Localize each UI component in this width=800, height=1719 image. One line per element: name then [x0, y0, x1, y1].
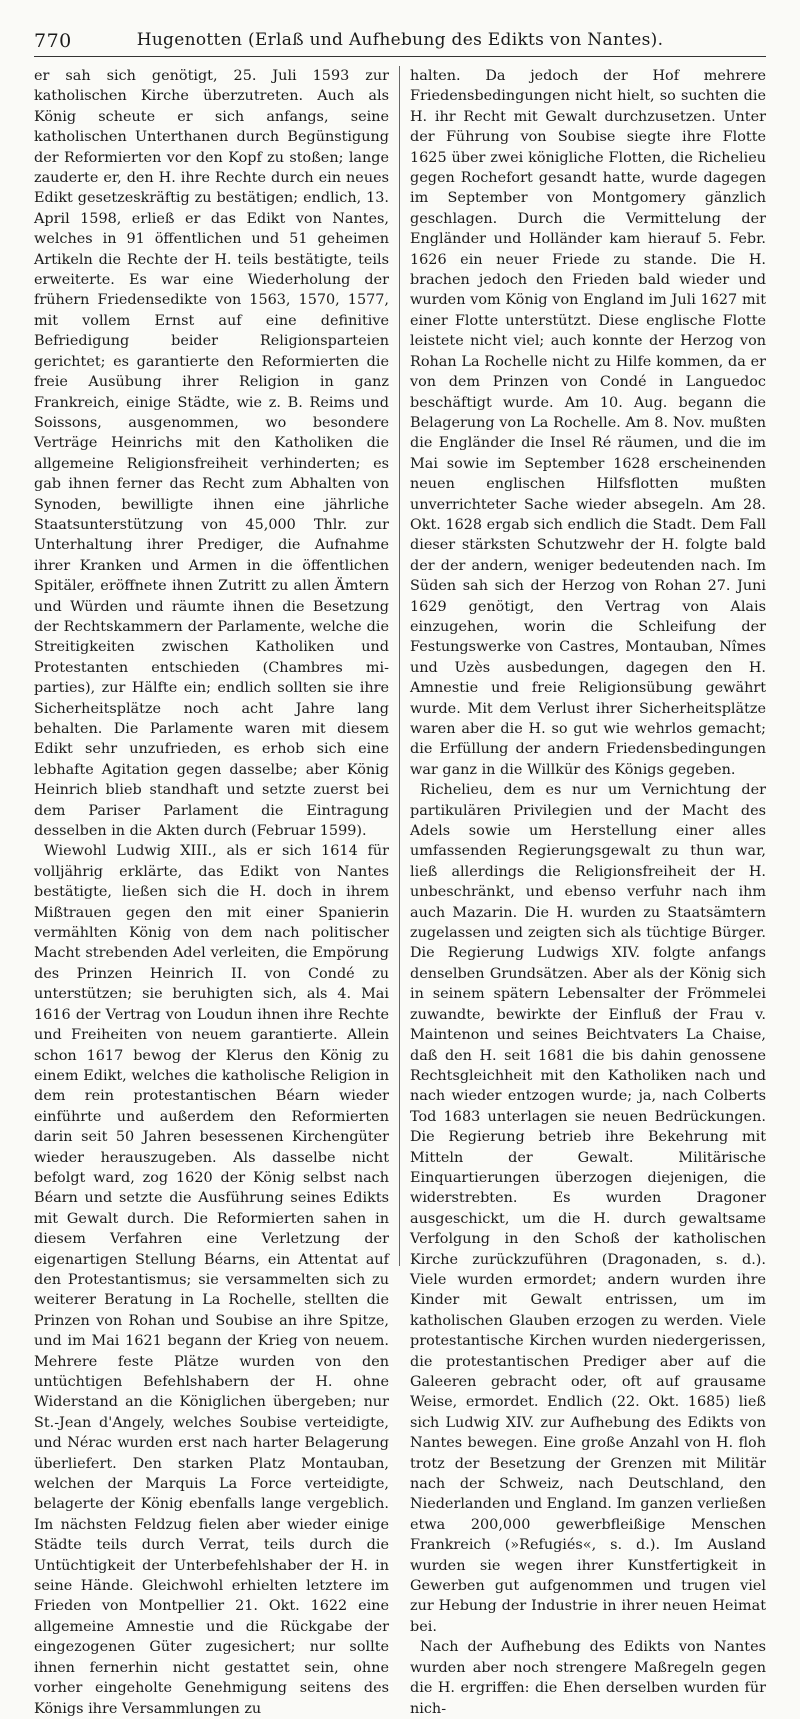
left-column — [34, 66, 400, 1717]
running-head: Hugenotten (Erlaß und Aufhebung des Edikts von Nantes). — [136, 30, 664, 50]
paragraph: Richelieu, dem es nur um Vernichtung der partikulären Privilegien und der Macht des Adels sowie um Herstellung einer alles umfassenden Regierungsgewalt zu thun war, ließ allerdings die Religionsfreiheit der H. unbeschränkt, und ebenso verfuhr nach ihm auch Mazarin. Die H. wurden zu Staatsämtern zugelassen und zeigten sich als tüchtige Bürger. Die Regierung Ludwigs XIV. folgte anfangs denselben Grundsätzen. Aber als der König sich in seinem spätern Lebensalter der Frömmelei zuwandte, bewirkte der Einfluß der Frau v. Maintenon und seines Beichtvaters La Chaise, daß den H. seit 1681 die bis dahin genossene Rechtsgleichheit mit den Katholiken nach und nach wieder entzogen wurde; ja, nach Colberts Tod 1683 unterlagen sie neuen Bedrückungen. Die Regierung betrieb ihre Bekehrung mit Mitteln der Gewalt. Militärische Einquartierungen überzogen diejenigen, die widerstrebten. Es wurden Dragoner ausgeschickt, um die H. durch gewaltsame Verfolgung in den Schoß der katholischen Kirche zurückzuführen (Dragonaden, s. d.). Viele wurden ermordet; andern wurden ihre Kinder mit Gewalt entrissen, um im katholischen Glauben erzogen zu werden. Viele protestantische Kirchen wurden niedergerissen, die protestantischen Prediger aber auf die Galeeren gebracht oder, oft auf grausame Weise, ermordet. Endlich (22. Okt. 1685) ließ sich Ludwig XIV. zur Aufhebung des Edikts von Nantes bewegen. Eine große Anzahl von H. floh trotz der Besetzung der Grenzen mit Militär nach der Schweiz, nach Deutschland, den Niederlanden und England. Im ganzen verließen etwa 200,000 gewerbfleißige Menschen Frankreich (»Refugiés«, s. d.). Im Ausland wurden sie wegen ihrer Kunstfertigkeit in Gewerben gut aufgenommen und trugen viel zur Hebung der Industrie in ihrer neuen Heimat bei. — [410, 782, 767, 1635]
paragraph: er sah sich genötigt, 25. Juli 1593 zur katholischen Kirche überzutreten. Auch als König scheute er sich anfangs, seine katholischen Unterthanen durch Begünstigung der Reformierten vor den Kopf zu stoßen; lange zauderte er, den H. ihre Rechte durch ein neues Edikt gesetzeskräftig zu bestätigen; endlich, 13. April 1598, erließ er das Edikt von Nantes, welches in 91 öffentlichen und 51 geheimen Artikeln die Rechte der H. teils bestätigte, teils erweiterte. Es war eine Wiederholung der frühern Friedensedikte von 1563, 1570, 1577, mit vollem Ernst auf eine definitive Befriedigung beider Religionsparteien gerichtet; es garantierte den Reformierten die freie Ausübung ihrer Religion in ganz Frankreich, einige Städte, wie z. B. Reims und Soissons, ausgenommen, wo besondere Verträge Heinrichs mit den Katholiken die allgemeine Religionsfreiheit verhinderten; es gab ihnen ferner das Recht zum Abhalten von Synoden, bewilligte ihnen eine jährliche Staatsunterstützung von 45,000 Thlr. zur Unterhaltung ihrer Prediger, die Aufnahme ihrer Kranken und Armen in die öffentlichen Spitäler, eröffnete ihnen Zutritt zu allen Ämtern und Würden und räumte ihnen die Besetzung der Rechtskammern der Parlamente, welche die Streitigkeiten zwischen Katholiken und Protestanten entschieden (Chambres mi-parties), zur Hälfte ein; endlich sollten sie ihre Sicherheitsplätze noch acht Jahre lang behalten. Die Parlamente waren mit diesem Edikt sehr unzufrieden, es erhob sich eine lebhafte Agitation gegen dasselbe; aber König Heinrich blieb standhaft und setzte zuerst bei dem Pariser Parlament die Eintragung desselben in die Akten durch (Februar 1599). — [34, 68, 389, 840]
right-column — [400, 66, 767, 1717]
paragraph: halten. Da jedoch der Hof mehrere Friedensbedingungen nicht hielt, so suchten die H. ihr Recht mit Gewalt durchzusetzen. Unter der Führung von Soubise siegte ihre Flotte 1625 über zwei königliche Flotten, die Richelieu gegen Rochefort gesandt hatte, wurde dagegen im September von Montgomery gänzlich geschlagen. Durch die Vermittelung der Engländer und Holländer kam hierauf 5. Febr. 1626 ein neuer Friede zu stande. Die H. brachen jedoch den Frieden bald wieder und wurden vom König von England im Juli 1627 mit einer Flotte unterstützt. Diese englische Flotte leistete nicht viel; auch konnte der Herzog von Rohan La Rochelle nicht zu Hilfe kommen, da er von dem Prinzen von Condé in Languedoc beschäftigt wurde. Am 10. Aug. begann die Belagerung von La Rochelle. Am 8. Nov. mußten die Engländer die Insel Ré räumen, und die im Mai sowie im September 1628 erscheinenden neuen englischen Hilfsflotten mußten unverrichteter Sache wieder absegeln. Am 28. Okt. 1628 ergab sich endlich die Stadt. Dem Fall dieser stärksten Schutzwehr der H. folgte bald der der andern, weniger bedeutenden nach. Im Süden sah sich der Herzog von Rohan 27. Juni 1629 genötigt, den Vertrag von Alais einzugehen, worin die Schleifung der Festungswerke von Castres, Montauban, Nîmes und Uzès ausbedungen, dagegen den H. Amnestie und freie Religionsübung gewährt wurde. Mit dem Verlust ihrer Sicherheitsplätze waren aber die H. so gut wie wehrlos gemacht; die Erfüllung der andern Friedensbedingungen war ganz in die Willkür des Königs gegeben. — [410, 68, 766, 778]
page-header — [34, 30, 766, 57]
paragraph: Wiewohl Ludwig XIII., als er sich 1614 für volljährig erklärte, das Edikt von Nantes bestätigte, ließen sich die H. doch in ihrem Mißtrauen gegen den mit einer Spanierin vermählten König von dem nach politischer Macht strebenden Adel verleiten, die Empörung des Prinzen Heinrich II. von Condé zu unterstützen; sie beruhigten sich, als 4. Mai 1616 der Vertrag von Loudun ihnen ihre Rechte und Freiheiten von neuem garantierte. Allein schon 1617 bewog der Klerus den König zu einem Edikt, welches die katholische Religion in dem rein protestantischen Béarn wieder einführte und außerdem den Reformierten darin seit 50 Jahren besessenen Kirchengüter wieder herauszugeben. Als dasselbe nicht befolgt ward, zog 1620 der König selbst nach Béarn und setzte die Ausführung seines Edikts mit Gewalt durch. Die Reformierten sahen in diesem Verfahren eine Verletzung der eigenartigen Stellung Béarns, ein Attentat auf den Protestantismus; sie versammelten sich zu weiterer Beratung in La Rochelle, stellten die Prinzen von Rohan und Soubise an ihre Spitze, und im Mai 1621 begann der Krieg von neuem. Mehrere feste Plätze wurden von den untüchtigen Befehlshabern der H. ohne Widerstand an die Königlichen übergeben; nur St.-Jean d'Angely, welches Soubise verteidigte, und Nérac wurden erst nach harter Belagerung überliefert. Den starken Platz Montauban, welchen der Marquis La Force verteidigte, belagerte der König ebenfalls lange vergeblich. Im nächsten Feldzug fielen aber wieder einige Städte teils durch Verrat, teils durch die Untüchtigkeit der Unterbefehlshaber der H. in seine Hände. Gleichwohl erhielten letztere im Frieden von Montpellier 21. Okt. 1622 eine allgemeine Amnestie und die Rückgabe der eingezogenen Güter zugesichert; nur sollte ihnen fernerhin nicht gestattet sein, ohne vorher eingeholte Genehmigung seitens des Königs ihre Versammlungen zu — [34, 843, 389, 1717]
two-column-body — [34, 66, 767, 1717]
page-number: 770 — [34, 30, 72, 52]
paragraph: Nach der Aufhebung des Edikts von Nantes wurden aber noch strengere Maßregeln gegen die H. ergriffen: die Ehen derselben wurden für nich- — [410, 1639, 766, 1717]
